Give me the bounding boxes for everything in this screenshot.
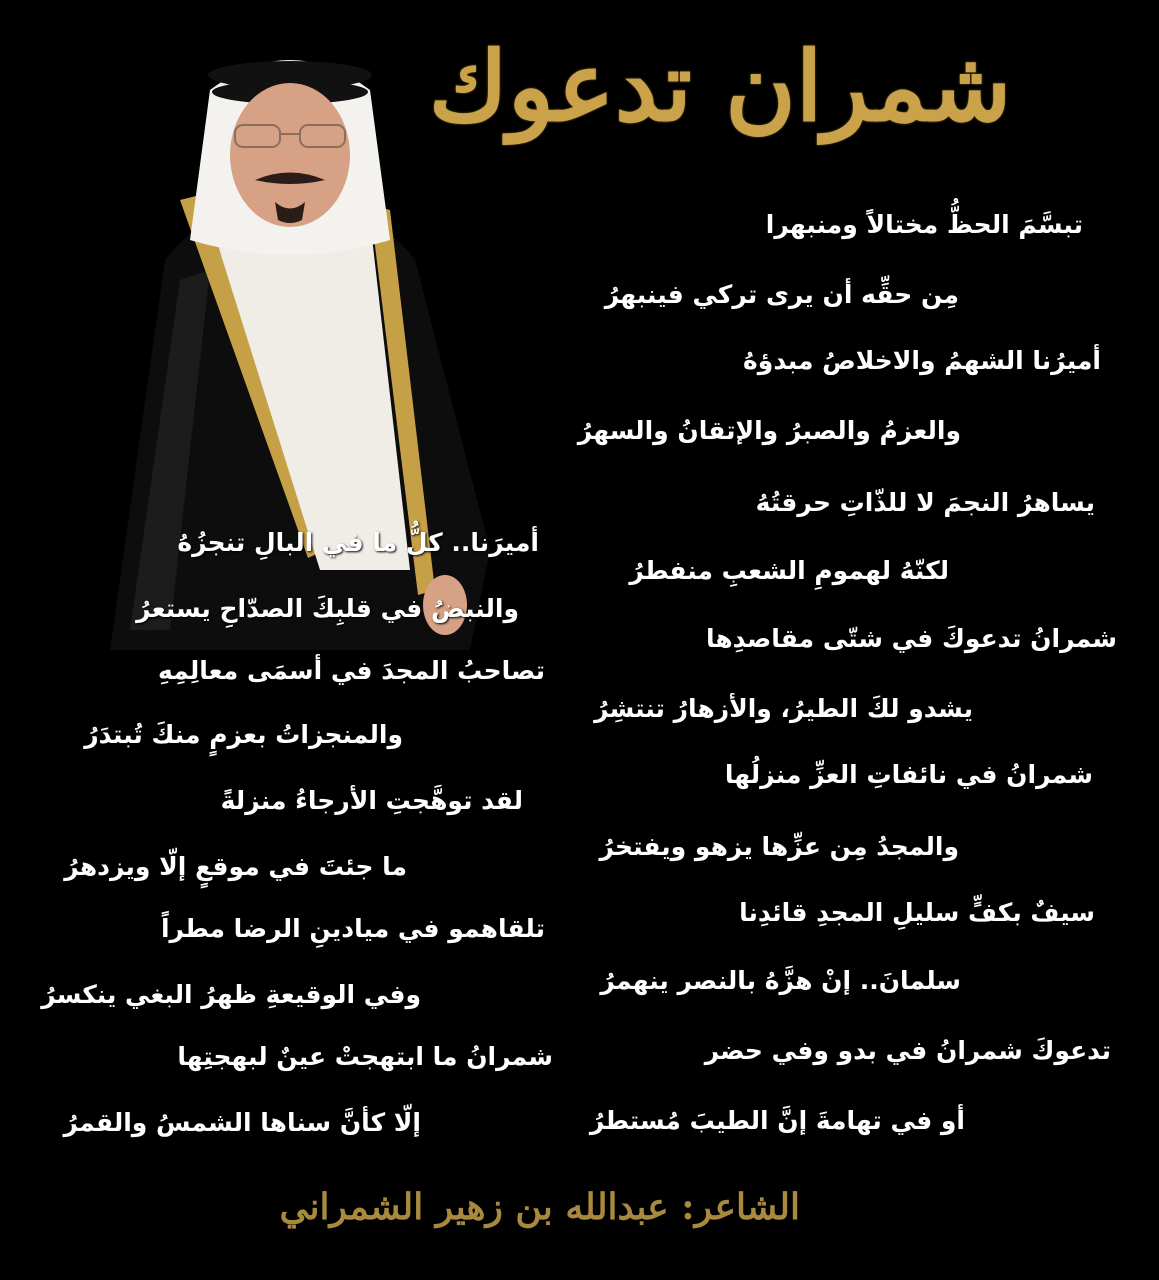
verse-line: أميرَنا.. كلُّ ما في البالِ تنجزُهُ (177, 528, 539, 557)
poet-signature: الشاعر: عبدالله بن زهير الشمراني (279, 1186, 800, 1228)
portrait-image (70, 30, 510, 650)
verse-line: لكنّهُ لهمومِ الشعبِ منفطرُ (629, 556, 949, 585)
verse-line: مِن حقِّه أن يرى تركي فينبهرُ (604, 280, 959, 309)
verse-line: ما جئتَ في موقعٍ إلّا ويزدهرُ (64, 852, 407, 881)
verse-line: لقد توهَّجتِ الأرجاءُ منزلةً (220, 786, 523, 815)
verse-line: والعزمُ والصبرُ والإتقانُ والسهرُ (577, 416, 961, 445)
verse-line: يساهرُ النجمَ لا للذّاتِ حرقتُهُ (755, 488, 1095, 517)
verse-line: أو في تهامةَ إنَّ الطيبَ مُستطرُ (589, 1106, 965, 1135)
verse-line: أميرُنا الشهمُ والاخلاصُ مبدؤهُ (743, 346, 1101, 375)
verse-line: سيفٌ بكفٍّ سليلِ المجدِ قائدِنا (739, 898, 1095, 927)
verse-line: والنبضُ في قلبِكَ الصدّاحِ يستعرُ (136, 594, 519, 623)
verse-line: وفي الوقيعةِ ظهرُ البغي ينكسرُ (41, 980, 421, 1009)
verse-line: شمرانُ في نائفاتِ العزِّ منزلُها (724, 760, 1093, 789)
verse-line: يشدو لكَ الطيرُ، والأزهارُ تنتشِرُ (594, 694, 973, 723)
verse-line: تلقاهمو في ميادينِ الرضا مطراً (160, 914, 545, 943)
verse-line: سلمانَ.. إنْ هزَّهُ بالنصر ينهمرُ (600, 966, 961, 995)
verse-line: شمرانُ ما ابتهجتْ عينٌ لبهجتِها (177, 1042, 553, 1071)
verse-line: إلّا كأنَّ سناها الشمسُ والقمرُ (63, 1108, 421, 1137)
verse-line: تبسَّمَ الحظُّ مختالاً ومنبهرا (765, 210, 1083, 239)
verse-line: شمرانُ تدعوكَ في شتّى مقاصدِها (705, 624, 1117, 653)
verse-line: والمنجزاتُ بعزمٍ منكَ تُبتدَرُ (84, 720, 403, 749)
verse-line: تدعوكَ شمرانُ في بدو وفي حضر (704, 1036, 1111, 1065)
verse-line: تصاحبُ المجدَ في أسمَى معالِمِهِ (157, 656, 545, 685)
poster-title: شمران تدعوك (428, 30, 1012, 143)
verse-line: والمجدُ مِن عزِّها يزهو ويفتخرُ (599, 832, 959, 861)
